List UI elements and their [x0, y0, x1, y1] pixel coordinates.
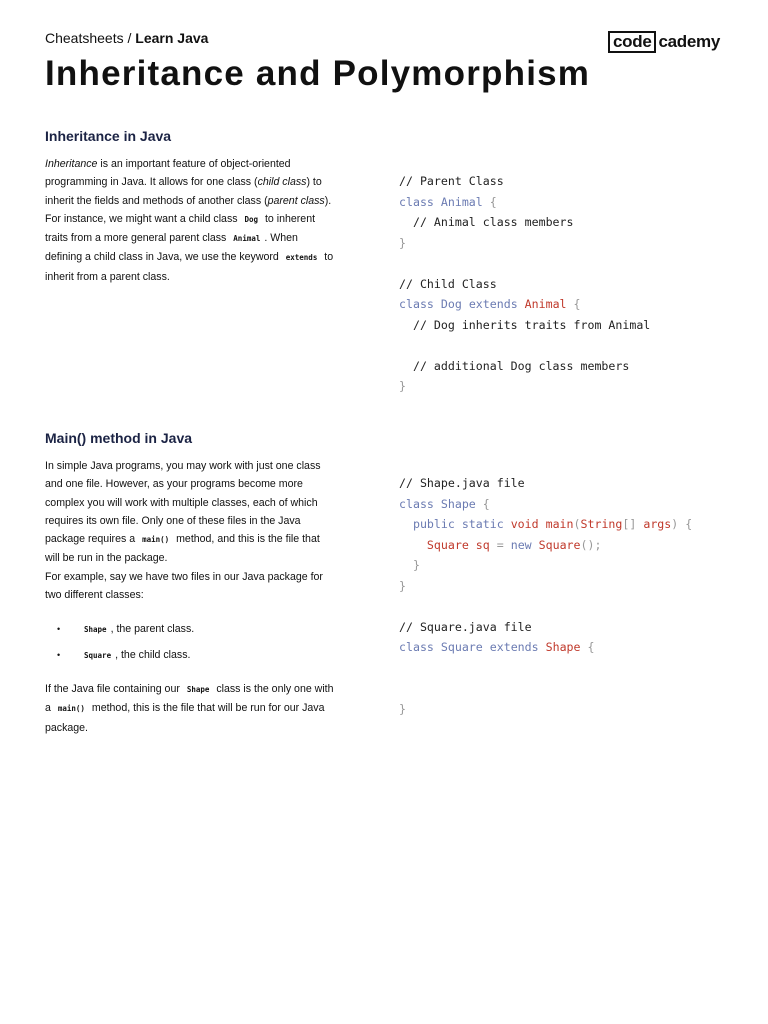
- page-title: Inheritance and Polymorphism: [45, 54, 591, 93]
- code-line: [399, 335, 650, 356]
- breadcrumb: [45, 30, 208, 46]
- code-token: =: [489, 537, 511, 552]
- list-item: • Square , the child class.: [57, 646, 337, 672]
- inheritance-description: [45, 155, 337, 286]
- code-token: {: [475, 496, 490, 511]
- code-line: [399, 617, 692, 638]
- code-token: public static: [399, 517, 511, 531]
- class-file-list: [57, 620, 337, 672]
- breadcrumb-link-cheatsheets[interactable]: Cheatsheets /: [45, 30, 132, 46]
- code-token: // Animal class members: [399, 215, 574, 229]
- logo-box-text: code: [608, 31, 656, 53]
- code-token: // additional Dog class members: [399, 358, 630, 373]
- code-token: extends: [468, 297, 525, 311]
- inline-code: Square: [84, 651, 112, 660]
- code-token: {: [580, 640, 595, 654]
- main-method-paragraph-1: In simple Java programs, you may work with just one class and one file. However, as your programs become more complex you will work with multiple classes, each of which requires its own file. Only one of these files in the Java package requires a main() method, and this is the file that will be run in the package. For example, say we have two files in our Java package for two different classes:: [45, 460, 323, 602]
- list-item: • Shape , the parent class.: [57, 620, 337, 646]
- logo-rest-text: cademy: [658, 32, 721, 51]
- code-token: // Square.java file: [399, 619, 532, 634]
- inline-code: Shape: [84, 625, 107, 634]
- main-method-description: [45, 457, 337, 604]
- inline-code: main(): [142, 535, 170, 545]
- code-line: [399, 678, 692, 699]
- code-token: class: [399, 297, 441, 311]
- inline-code: Dog: [244, 214, 259, 224]
- code-token: Animal: [440, 194, 483, 209]
- code-line: [399, 253, 650, 274]
- code-token: // Dog inherits traits from Animal: [399, 317, 651, 332]
- code-line: [399, 699, 692, 720]
- code-token: }: [399, 379, 406, 393]
- code-token: sq: [475, 537, 490, 552]
- code-token: }: [399, 558, 420, 572]
- code-line: [399, 535, 692, 556]
- code-token: // Shape.java file: [399, 476, 525, 490]
- code-line: [399, 658, 692, 679]
- code-token: }: [399, 578, 406, 593]
- code-token: Shape: [440, 496, 476, 511]
- code-token: class: [399, 194, 441, 209]
- inline-code: main(): [57, 704, 85, 714]
- code-token: String: [580, 517, 623, 531]
- code-line: [399, 233, 650, 254]
- code-line: [399, 356, 650, 377]
- code-line: [399, 596, 692, 617]
- code-token: }: [399, 701, 406, 716]
- code-token: Animal: [524, 297, 567, 311]
- code-line: [399, 192, 650, 213]
- code-block-inheritance: [399, 171, 650, 397]
- code-token: // Child Class: [399, 276, 497, 291]
- code-line: [399, 274, 650, 295]
- code-line: [399, 514, 692, 535]
- code-token: ) {: [671, 517, 693, 531]
- code-token: new: [510, 537, 539, 552]
- code-token: Square: [426, 537, 476, 552]
- code-line: [399, 494, 692, 515]
- main-method-paragraph-2: If the Java file containing our Shape class is the only one with a main() method, this is the file that will be run for our Java package.: [45, 683, 334, 734]
- code-token: main: [545, 517, 574, 531]
- section-title-inheritance: Inheritance in Java: [45, 128, 172, 144]
- code-token: Shape: [545, 640, 581, 654]
- code-token: extends: [489, 640, 546, 654]
- code-token: (: [573, 517, 581, 531]
- code-token: Square: [538, 537, 581, 552]
- code-token: []: [622, 517, 644, 531]
- code-token: }: [399, 235, 406, 250]
- code-block-main-method: [399, 473, 692, 719]
- codecademy-logo[interactable]: [608, 31, 720, 53]
- code-token: [399, 538, 427, 552]
- inline-code: Animal: [233, 234, 261, 244]
- code-token: args: [643, 517, 672, 531]
- inheritance-paragraph: Inheritance is an important feature of object-oriented programming in Java. It allows for one class (child class) to inherit the fields and methods of another class (parent class). For instance, we might want a child class Dog to inherent traits from a more general parent class Animal . When defining a child class in Java, we use the keyword extends to inherit from a parent class.: [45, 158, 334, 283]
- code-line: [399, 294, 650, 315]
- code-token: {: [482, 194, 497, 209]
- section-title-main-method: Main() method in Java: [45, 430, 193, 446]
- code-token: class: [399, 496, 441, 511]
- code-line: [399, 212, 650, 233]
- inline-code: extends: [285, 253, 318, 263]
- code-line: [399, 473, 692, 494]
- code-token: Square: [440, 640, 490, 654]
- code-line: [399, 315, 650, 336]
- code-line: [399, 555, 692, 576]
- breadcrumb-current[interactable]: Learn Java: [135, 30, 209, 46]
- code-token: class: [399, 640, 441, 654]
- main-method-description-2: [45, 680, 337, 737]
- code-line: [399, 637, 692, 658]
- inline-code: Shape: [186, 685, 210, 694]
- code-token: ();: [580, 537, 602, 552]
- code-token: // Parent Class: [399, 174, 504, 188]
- code-token: Dog: [440, 297, 469, 311]
- code-line: [399, 376, 650, 397]
- code-token: {: [566, 297, 581, 311]
- code-token: void: [510, 517, 546, 531]
- code-line: [399, 171, 650, 192]
- code-line: [399, 576, 692, 597]
